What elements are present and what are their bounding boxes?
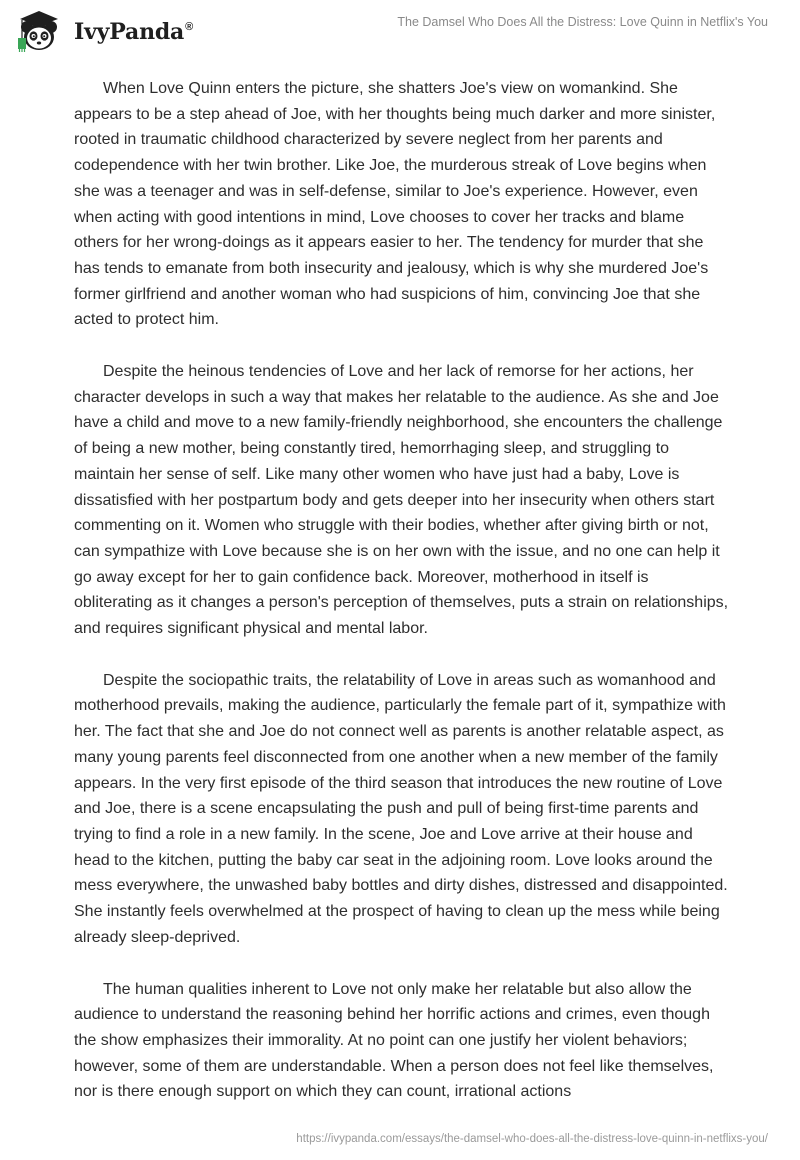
essay-body [74, 76, 730, 1131]
paragraph-3: Despite the sociopathic traits, the relatability of Love in areas such as womanhood and motherhood prevails, making the audience, particularly the female part of it, sympathize with her. The fact that she and Joe do not connect well as parents is another relatable aspect, as many young parents feel disconnected from one another when a new member of the family appears. In the very first episode of the third season that introduces the new routine of Love and Joe, there is a scene encapsulating the push and pull of being first-time parents and trying to find a role in a new family. In the scene, Joe and Love arrive at their house and head to the kitchen, putting the baby car seat in the adjoining room. Love looks around the mess everywhere, the unwashed baby bottles and dirty dishes, distressed and disappointed. She instantly feels overwhelmed at the prospect of having to clean up the mess while being already sleep-deprived. [74, 671, 728, 946]
document-title: The Damsel Who Does All the Distress: Love Quinn in Netflix's You [397, 15, 768, 29]
ivypanda-logo[interactable] [14, 8, 193, 54]
panda-graduate-icon [14, 8, 68, 54]
paragraph-4: The human qualities inherent to Love not only make her relatable but also allow the audience to understand the reasoning behind her horrific actions and crimes, even though the show emphasizes their immorality. At no point can one justify her violent behaviors; however, some of them are understandable. When a person does not feel like themselves, nor is there enough support on which they can count, irrational actions [74, 980, 714, 1101]
source-url[interactable]: https://ivypanda.com/essays/the-damsel-who-does-all-the-distress-love-quinn-in-netflixs-you/ [296, 1133, 768, 1145]
page-header [0, 0, 800, 60]
registered-mark: ® [185, 21, 194, 33]
brand-name: IvyPanda® [74, 19, 194, 45]
paragraph-2: Despite the heinous tendencies of Love and her lack of remorse for her actions, her character develops in such a way that makes her relatable to the audience. As she and Joe have a child and move to a new family-friendly neighborhood, she encounters the challenge of being a new mother, being constantly tired, hemorrhaging sleep, and struggling to maintain her sense of self. Like many other women who have just had a baby, Love is dissatisfied with her postpartum body and gets deeper into her insecurity when others start commenting on it. Women who struggle with their bodies, whether after giving birth or not, can sympathize with Love because she is on her own with the issue, and no one can help it go away except for her to gain confidence back. Moreover, motherhood in itself is obliterating as it changes a person's perception of themselves, puts a strain on relationships, and requires significant physical and mental labor. [74, 363, 729, 638]
paragraph-1: When Love Quinn enters the picture, she shatters Joe's view on womankind. She appears to be a step ahead of Joe, with her thoughts being much darker and more sinister, rooted in traumatic childhood characterized by severe neglect from her parents and codependence with her twin brother. Like Joe, the murderous streak of Love begins when she was a teenager and was in self-defense, similar to Joe's experience. However, even when acting with good intentions in mind, Love chooses to cover her tracks and blame others for her wrong-doings as it appears easier to her. The tendency for murder that she has tends to emanate from both insecurity and jealousy, which is why she murdered Joe's former girlfriend and another woman who had suspicions of him, convincing Joe that she acted to protect him. [74, 80, 716, 329]
